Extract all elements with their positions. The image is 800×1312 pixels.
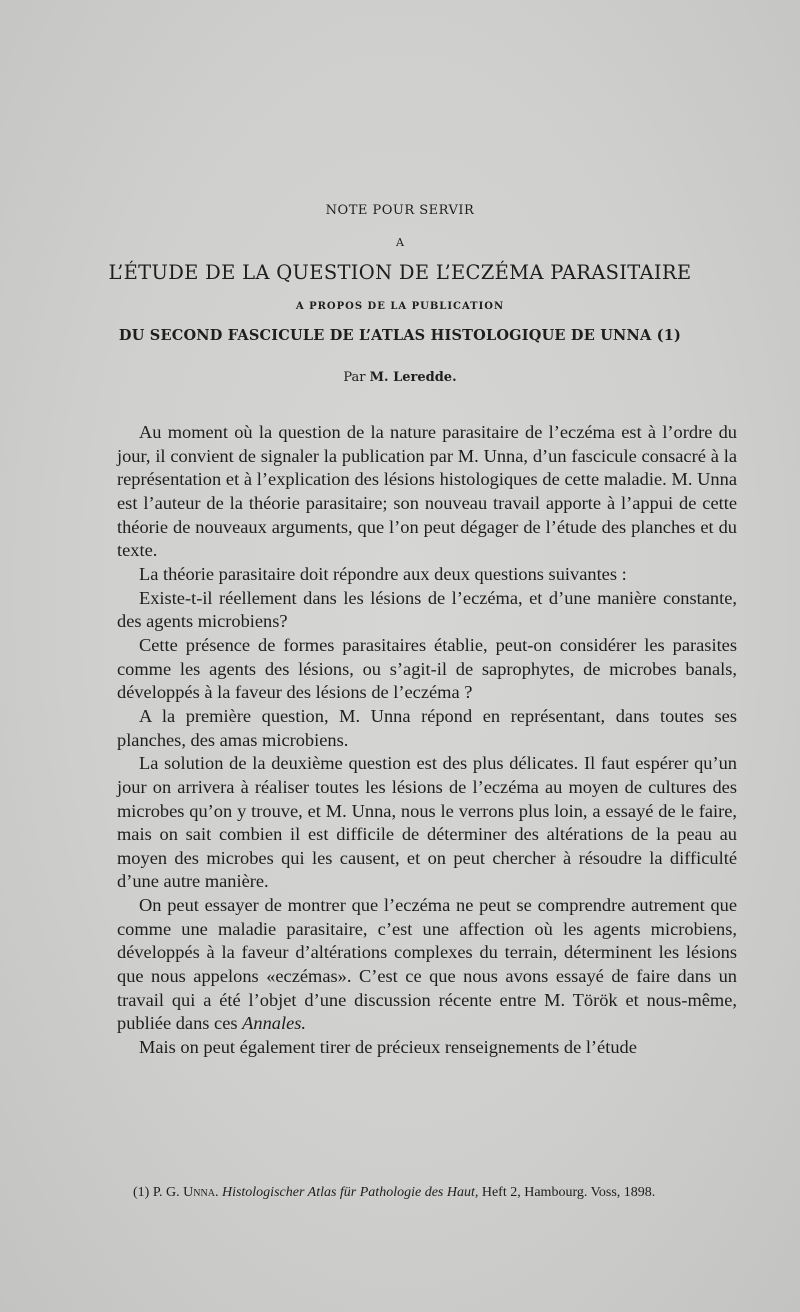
journal-name: Annales. (242, 1013, 306, 1034)
footnote-work: Histologischer Atlas für Pathologie des Haut, (221, 1185, 479, 1200)
paragraph: La théorie parasitaire doit répondre aux deux questions suivantes : (139, 563, 627, 584)
author-prefix: Par (343, 370, 366, 385)
author-line (0, 370, 800, 385)
paragraph: Existe-t-il réellement dans les lésions de l’eczéma, et d’une manière constante, des agents microbiens? (117, 587, 737, 632)
footnote-rest: Heft 2, Hambourg. Voss, 1898. (481, 1185, 656, 1200)
author-name: M. Leredde. (369, 370, 457, 385)
article-subtitle: DU SECOND FASCICULE DE L’ATLAS HISTOLOGIQUE DE UNNA (1) (118, 327, 682, 344)
footnote-author: Unna. (183, 1185, 219, 1200)
article-title: L’ÉTUDE DE LA QUESTION DE L’ECZÉMA PARASITAIRE (108, 261, 692, 284)
article-body (117, 421, 737, 1060)
paragraph: La solution de la deuxième question est des plus délicates. Il faut espérer qu’un jour on arrivera à réaliser toutes les lésions de l’eczéma au moyen de cultures des microbes qu’on y trouve, et M. Unna, nous le verrons plus loin, a essayé de le faire, mais on sait combien il est difficile de déterminer des altérations de la peau au moyen des microbes qui les causent, et on peut chercher à résoudre la difficulté d’une autre manière. (117, 753, 737, 892)
header-line-note: NOTE POUR SERVIR (325, 203, 475, 218)
paragraph-text: On peut essayer de montrer que l’eczéma ne peut se comprendre autrement que comme une maladie parasitaire, c’est une affection où les agents microbiens, développés à la faveur d’altérations complexes du terrain, déterminent les lésions que nous appelons «eczémas». C’est ce que nous avons essayé de faire dans un travail qui a été l’objet d’une discussion récente entre M. Török et nous-même, publiée dans ces (117, 895, 737, 1034)
footnote-number: (1) P. G. (133, 1185, 180, 1200)
paragraph: A la première question, M. Unna répond en représentant, dans toutes ses planches, des amas microbiens. (117, 705, 737, 750)
paragraph: Cette présence de formes parasitaires établie, peut-on considérer les parasites comme les agents des lésions, ou s’agit-il de saprophytes, de microbes banals, développés à la faveur des lésions de l’eczéma ? (117, 634, 737, 703)
paragraph: Mais on peut également tirer de précieux renseignements de l’étude (139, 1037, 637, 1058)
footnote (117, 1183, 737, 1203)
header-line-a: A (396, 236, 404, 249)
paragraph: Au moment où la question de la nature parasitaire de l’eczéma est à l’ordre du jour, il convient de signaler la publication par M. Unna, d’un fascicule consacré à la représentation et à l’explication des lésions histologiques de cette maladie. M. Unna est l’auteur de la théorie parasitaire; son nouveau travail apporte à l’appui de cette théorie de nouveaux arguments, que l’on peut dégager de l’étude des planches et du texte. (117, 422, 737, 561)
paragraph (117, 894, 737, 1036)
header-subline: A PROPOS DE LA PUBLICATION (295, 301, 505, 312)
